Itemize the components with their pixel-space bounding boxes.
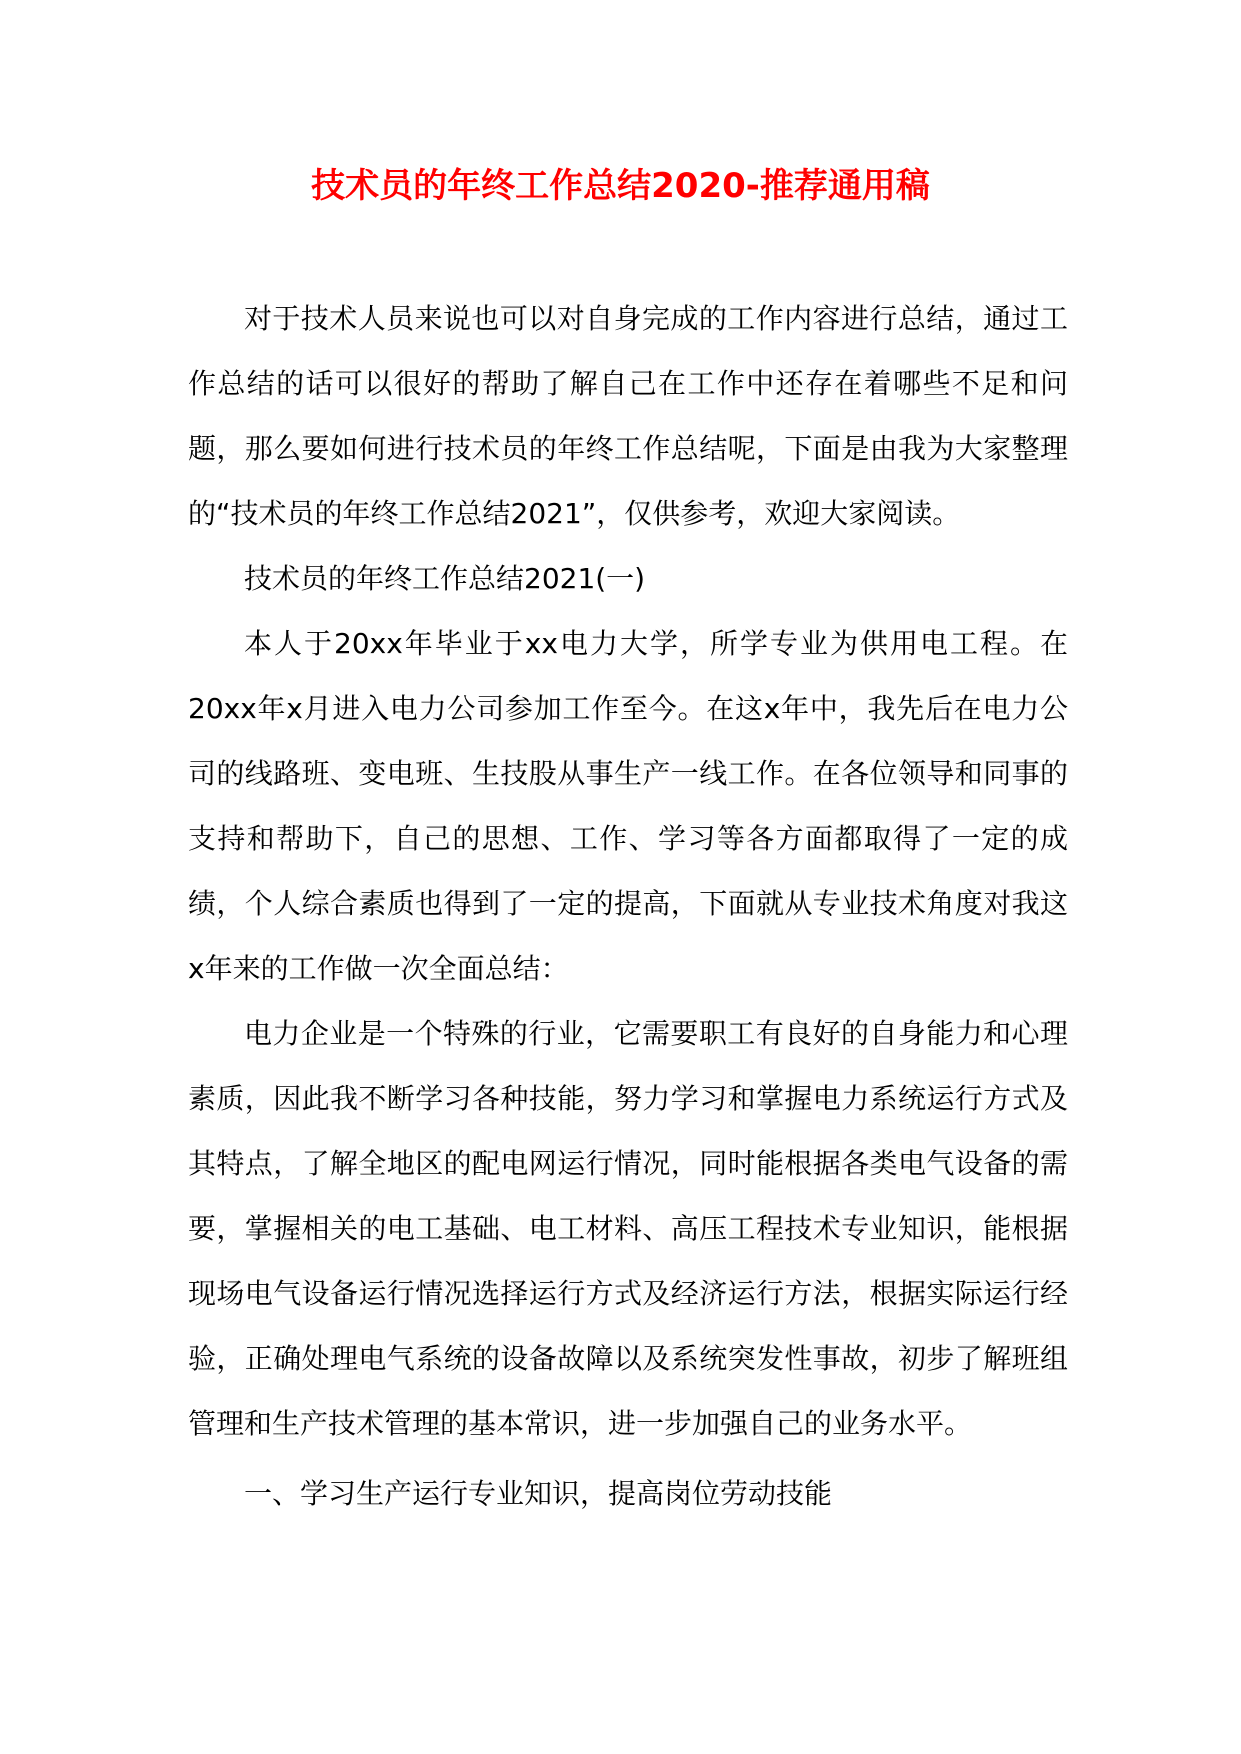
paragraph-intro: 对于技术人员来说也可以对自身完成的工作内容进行总结，通过工作总结的话可以很好的帮助了解自己在工作中还存在着哪些不足和问题，那么要如何进行技术员的年终工作总结呢，下面是由我为大家整理的“技术员的年终工作总结2021”，仅供参考，欢迎大家阅读。 — [188, 302, 1068, 530]
paragraph-skills: 电力企业是一个特殊的行业，它需要职工有良好的自身能力和心理素质，因此我不断学习各种技能，努力学习和掌握电力系统运行方式及其特点，了解全地区的配电网运行情况，同时能根据各类电气设备的需要，掌握相关的电工基础、电工材料、高压工程技术专业知识，能根据现场电气设备运行情况选择运行方式及经济运行方法，根据实际运行经验，正确处理电气系统的设备故障以及系统突发性事故，初步了解班组管理和生产技术管理的基本常识，进一步加强自己的业务水平。 — [188, 1017, 1068, 1440]
document-body — [188, 286, 1068, 1526]
paragraph-subheading-one: 一、学习生产运行专业知识，提高岗位劳动技能 — [244, 1477, 833, 1510]
document-title: 技术员的年终工作总结2020-推荐通用稿 — [311, 166, 930, 206]
paragraph-background: 本人于20xx年毕业于xx电力大学，所学专业为供用电工程。在20xx年x月进入电力公司参加工作至今。在这x年中，我先后在电力公司的线路班、变电班、生技股从事生产一线工作。在各位领导和同事的支持和帮助下，自己的思想、工作、学习等各方面都取得了一定的成绩，个人综合素质也得到了一定的提高，下面就从专业技术角度对我这x年来的工作做一次全面总结： — [188, 627, 1068, 985]
paragraph-section-heading: 技术员的年终工作总结2021(一) — [244, 562, 646, 595]
